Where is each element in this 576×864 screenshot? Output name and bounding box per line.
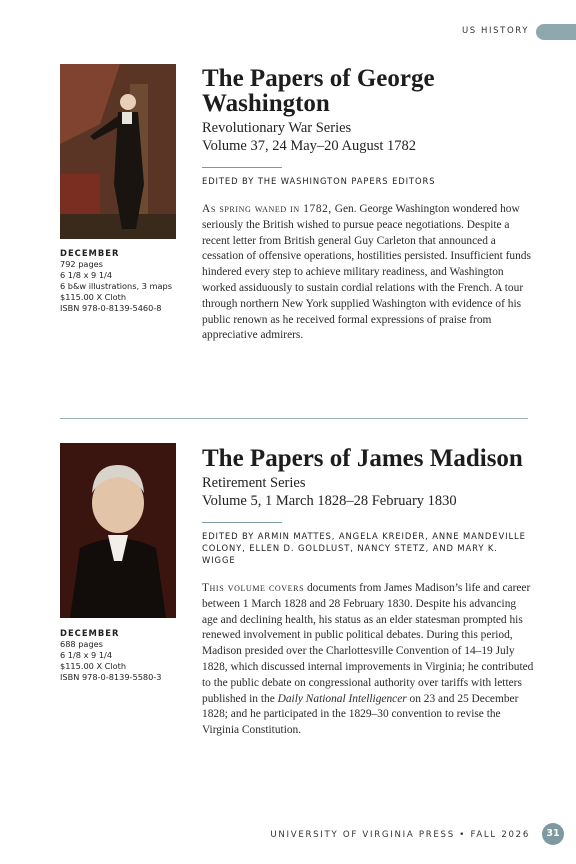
book-entry-madison [202,446,534,739]
title-rule [202,167,282,168]
book-title: The Papers of George Washington [202,65,435,117]
book-entry-washington [202,66,534,344]
madison-portrait [60,443,176,618]
book-title: The Papers of James Madison [202,445,523,472]
description-body: documents from James Madison’s life and career between 1 March 1828 and 28 February 1830. Despite his advancing age and declining health, his status as an elder statesman prompted his renewed involvement in public political debates. During this period, Madison presided over the Charlottesville Convention of 14–19 July 1828, which discussed internal improvements in Virginia; he contributed to the public debate on congressional authority over tariffs with letters published in the [202,582,534,705]
description-lead: This volume covers [202,582,305,594]
trim-size: 6 1/8 x 9 1/4 [60,650,113,660]
description-body-end: on 23 and 25 December 1828; and he participated in the 1829–30 convention to revise the Virginia Constitution. [202,692,519,737]
book-editors: EDITED BY THE WASHINGTON PAPERS EDITORS [202,176,436,186]
page-number: 31 [542,823,564,845]
page-count: 688 pages [60,639,103,649]
illustrations: 6 b&w illustrations, 3 maps [60,281,172,291]
book-series: Retirement Series [202,475,306,491]
footer-publisher: UNIVERSITY OF VIRGINIA PRESS • FALL 2026 [270,830,530,840]
pub-season: DECEMBER [60,628,120,638]
trim-size: 6 1/8 x 9 1/4 [60,270,113,280]
book-description [202,581,534,739]
book-editors: EDITED BY ARMIN MATTES, ANGELA KREIDER, ANNE MANDEVILLE COLONY, ELLEN D. GOLDLUST, NANCY STETZ, AND MARY K. WIGGE [202,531,526,565]
madison-portrait-illustration [60,443,176,618]
book-meta-madison [60,628,185,683]
title-rule [202,522,282,523]
isbn: ISBN 978-0-8139-5580-3 [60,672,162,682]
newspaper-title: Daily National Intelligencer [277,692,407,705]
description-body: Gen. George Washington wondered how seriously the British wished to pursue peace negotiations. Despite a recent letter from British general Guy Carleton that announced a cessation of offensive operations, hostilities persisted. Insufficient funds hindered every step to achieve military readiness, and Washington worked assiduously to sustain cordial relations with the French. A tour through northern New York supplied Washington with evidence of his public renown as he received formal expressions of praise from appreciative admirers. [202,203,531,342]
isbn: ISBN 978-0-8139-5460-8 [60,303,162,313]
washington-portrait [60,64,176,239]
price: $115.00 X Cloth [60,661,127,671]
book-meta-washington [60,248,185,314]
price: $115.00 X Cloth [60,292,127,302]
book-volume: Volume 5, 1 March 1828–28 February 1830 [202,493,457,509]
description-lead: As spring waned in 1782, [202,203,332,215]
section-tab [536,24,576,40]
pub-season: DECEMBER [60,248,120,258]
book-series: Revolutionary War Series [202,120,352,136]
washington-portrait-illustration [60,64,176,239]
book-volume: Volume 37, 24 May–20 August 1782 [202,138,417,154]
section-divider [60,418,528,419]
page-count: 792 pages [60,259,103,269]
section-label: US HISTORY [461,26,529,36]
book-description [202,202,534,344]
